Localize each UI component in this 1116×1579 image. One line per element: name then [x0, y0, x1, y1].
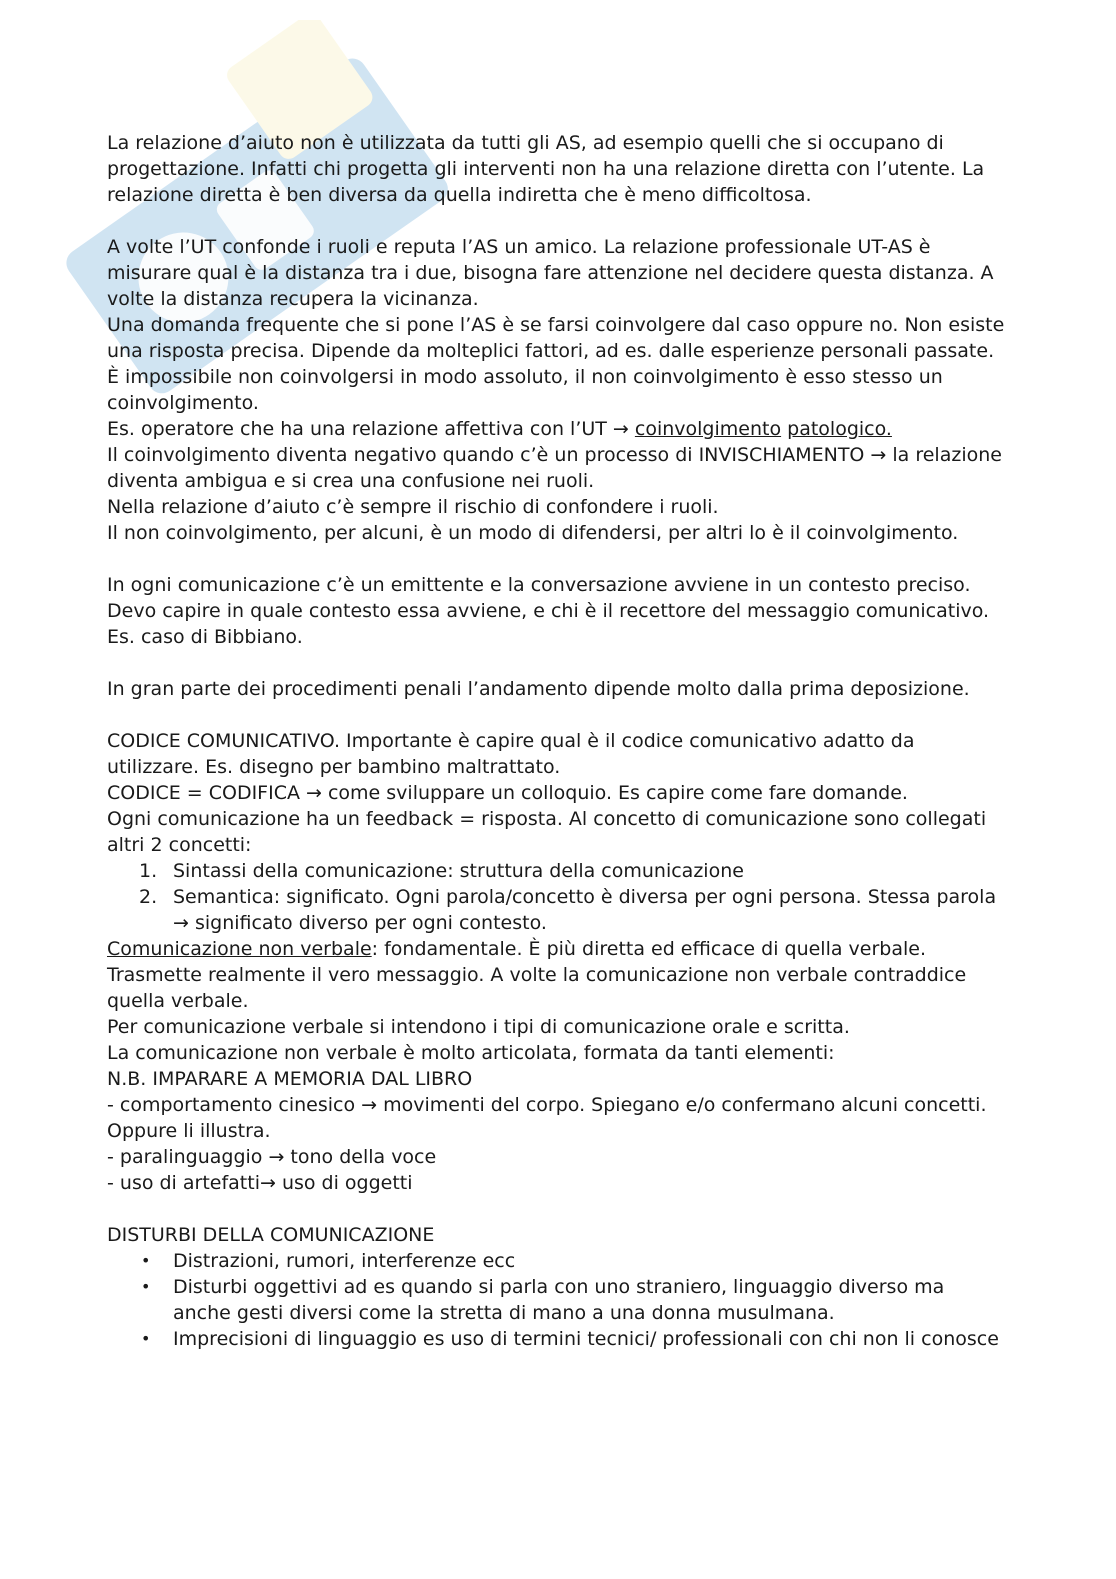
text-run: Es. operatore che ha una relazione affettiva con l’UT →	[107, 418, 635, 440]
list-item-text: Imprecisioni di linguaggio es uso di termini tecnici/ professionali con chi non li conosce	[173, 1328, 999, 1350]
text-run: : fondamentale. È più diretta ed efficace di quella verbale. Trasmette realmente il vero messaggio. A volte la comunicazione non verbale contraddice quella verbale.	[107, 938, 967, 1012]
paragraph: Nella relazione d’aiuto c’è sempre il rischio di confondere i ruoli.	[107, 496, 719, 518]
list-item	[107, 1326, 1007, 1352]
paragraph: La comunicazione non verbale è molto articolata, formata da tanti elementi:	[107, 1042, 835, 1064]
paragraph: Per comunicazione verbale si intendono i tipi di comunicazione orale e scritta.	[107, 1016, 850, 1038]
list-item	[107, 884, 1007, 936]
bullet-list	[107, 1248, 1007, 1352]
section-heading: DISTURBI DELLA COMUNICAZIONE	[107, 1224, 435, 1246]
underlined-term: patologico.	[787, 418, 892, 440]
paragraph: A volte l’UT confonde i ruoli e reputa l’AS un amico. La relazione professionale UT-AS è misurare qual è la distanza tra i due, bisogna fare attenzione nel decidere questa distanza. A volte la distanza recupera la vicinanza.	[107, 236, 994, 310]
bullet-icon: •	[141, 1251, 151, 1270]
paragraph: Una domanda frequente che si pone l’AS è se farsi coinvolgere dal caso oppure no. Non esiste una risposta precisa. Dipende da molteplici fattori, ad es. dalle esperienze personali passate. È impossibile non coinvolgersi in modo assoluto, il non coinvolgimento è esso stesso un coinvolgimento.	[107, 314, 1005, 414]
paragraph	[107, 416, 1007, 442]
document-page	[107, 130, 1007, 1352]
paragraph: La relazione d’aiuto non è utilizzata da tutti gli AS, ad esempio quelli che si occupano di progettazione. Infatti chi progetta gli interventi non ha una relazione diretta con l’utente. La relazione diretta è ben diversa da quella indiretta che è meno difficoltosa.	[107, 132, 985, 206]
list-marker: 1.	[139, 860, 158, 882]
paragraph: Ogni comunicazione ha un feedback = risposta. Al concetto di comunicazione sono collegati altri 2 concetti:	[107, 808, 987, 856]
list-item	[107, 1248, 1007, 1274]
list-item-text: Distrazioni, rumori, interferenze ecc	[173, 1250, 516, 1272]
paragraph: - paralinguaggio → tono della voce	[107, 1146, 437, 1168]
list-item-text: Semantica: significato. Ogni parola/concetto è diversa per ogni persona. Stessa parola → significato diverso per ogni contesto.	[173, 886, 997, 934]
bullet-icon: •	[141, 1329, 151, 1348]
paragraph: In gran parte dei procedimenti penali l’andamento dipende molto dalla prima deposizione.	[107, 678, 970, 700]
paragraph: CODICE = CODIFICA → come sviluppare un colloquio. Es capire come fare domande.	[107, 782, 908, 804]
list-item	[107, 1274, 1007, 1326]
bullet-icon: •	[141, 1277, 151, 1296]
paragraph	[107, 936, 1007, 1014]
list-item-text: Sintassi della comunicazione: struttura della comunicazione	[173, 860, 744, 882]
list-item	[107, 858, 1007, 884]
paragraph: - comportamento cinesico → movimenti del corpo. Spiegano e/o confermano alcuni concetti. Oppure li illustra.	[107, 1094, 987, 1142]
paragraph: CODICE COMUNICATIVO. Importante è capire qual è il codice comunicativo adatto da utilizzare. Es. disegno per bambino maltrattato.	[107, 730, 915, 778]
paragraph: N.B. IMPARARE A MEMORIA DAL LIBRO	[107, 1068, 473, 1090]
list-item-text: Disturbi oggettivi ad es quando si parla con uno straniero, linguaggio diverso ma anche gesti diversi come la stretta di mano a una donna musulmana.	[173, 1276, 945, 1324]
underlined-term: Comunicazione non verbale	[107, 938, 372, 960]
paragraph: Il non coinvolgimento, per alcuni, è un modo di difendersi, per altri lo è il coinvolgimento.	[107, 522, 959, 544]
underlined-term: coinvolgimento	[634, 418, 782, 440]
numbered-list	[107, 858, 1007, 936]
list-marker: 2.	[139, 886, 158, 908]
paragraph: - uso di artefatti→ uso di oggetti	[107, 1172, 413, 1194]
paragraph: Il coinvolgimento diventa negativo quando c’è un processo di INVISCHIAMENTO → la relazione diventa ambigua e si crea una confusione nei ruoli.	[107, 444, 1002, 492]
paragraph: In ogni comunicazione c’è un emittente e la conversazione avviene in un contesto preciso. Devo capire in quale contesto essa avviene, e chi è il recettore del messaggio comunicativo. Es. caso di Bibbiano.	[107, 574, 990, 648]
